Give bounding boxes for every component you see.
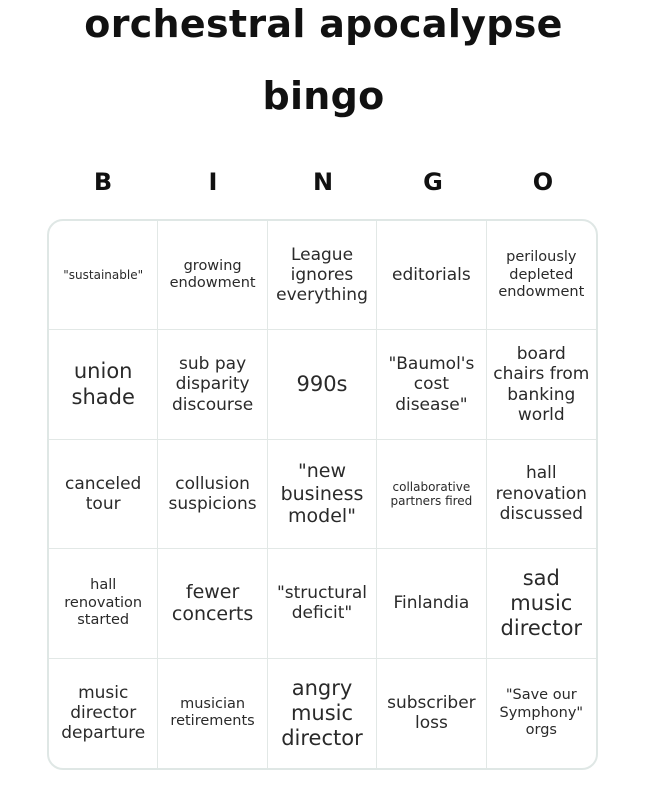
bingo-cell-r4-c2[interactable]: fewer concerts [158, 549, 267, 658]
bingo-cell-r4-c3[interactable]: "structural deficit" [268, 549, 377, 658]
bingo-cell-r5-c2[interactable]: musician retirements [158, 659, 267, 768]
bingo-cell-r5-c4[interactable]: subscriber loss [377, 659, 486, 768]
page-title-line-2: bingo [262, 74, 385, 118]
header-letter-i: I [208, 168, 218, 196]
bingo-cell-r1-c2[interactable]: growing endowment [158, 221, 267, 330]
bingo-cell-r3-c5[interactable]: hall renovation discussed [487, 440, 596, 549]
header-letter-b: B [93, 168, 113, 196]
bingo-cell-r4-c5[interactable]: sad music director [487, 549, 596, 658]
header-letter-n: N [312, 168, 334, 196]
header-letter-g: G [423, 168, 443, 196]
bingo-cell-r5-c1[interactable]: music director departure [49, 659, 158, 768]
bingo-cell-r2-c1[interactable]: union shade [49, 330, 158, 439]
bingo-cell-r4-c1[interactable]: hall renovation started [49, 549, 158, 658]
bingo-cell-r1-c4[interactable]: editorials [377, 221, 486, 330]
bingo-cell-r1-c1[interactable]: "sustainable" [49, 221, 158, 330]
bingo-cell-r2-c3[interactable]: 990s [268, 330, 377, 439]
bingo-cell-r2-c2[interactable]: sub pay disparity discourse [158, 330, 267, 439]
bingo-cell-r5-c5[interactable]: "Save our Symphony" orgs [499, 687, 584, 738]
bingo-card [47, 219, 598, 770]
bingo-cell-r3-c1[interactable]: canceled tour [49, 440, 158, 549]
page-title-line-1: orchestral apocalypse [84, 2, 563, 46]
header-letter-o: O [532, 168, 554, 196]
bingo-header-row [48, 167, 598, 197]
bingo-cell-r3-c4[interactable]: collaborative partners fired [377, 440, 486, 549]
bingo-cell-r1-c3[interactable]: League ignores everything [268, 221, 377, 330]
bingo-cell-r2-c5[interactable]: board chairs from banking world [487, 330, 596, 439]
bingo-cell-r1-c5[interactable]: perilously depleted endowment [487, 221, 596, 330]
bingo-cell-r3-c2[interactable]: collusion suspicions [158, 440, 267, 549]
bingo-cell-r2-c4[interactable]: "Baumol's cost disease" [377, 330, 486, 439]
bingo-cell-r3-c3[interactable]: "new business model" [268, 440, 377, 549]
bingo-cell-r4-c4[interactable]: Finlandia [377, 549, 486, 658]
bingo-cell-r5-c3[interactable]: angry music director [268, 659, 377, 768]
